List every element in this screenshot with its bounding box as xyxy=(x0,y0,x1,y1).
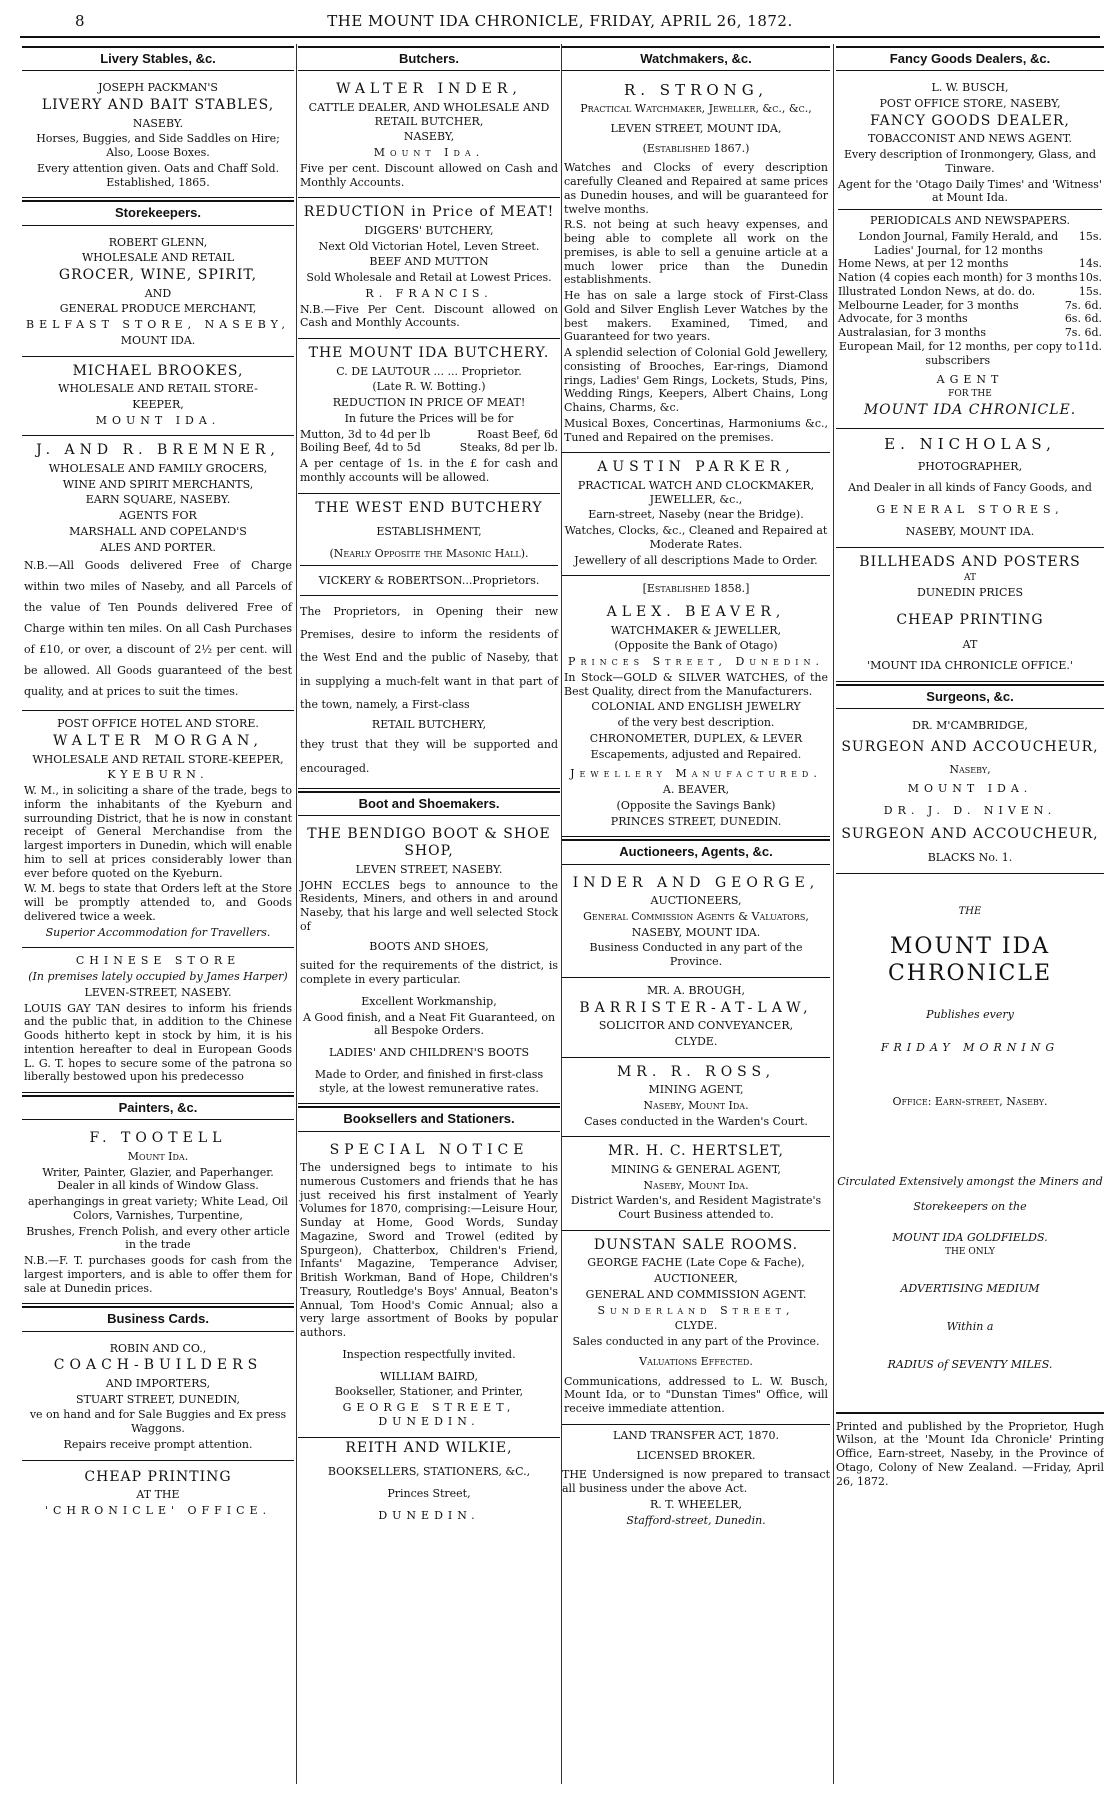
column-rule xyxy=(833,44,834,1784)
ad-body: Agent for the 'Otago Daily Times' and 'Witness' at Mount Ida. xyxy=(838,177,1102,205)
ad-body: suited for the requirements of the district, is complete in every particular. xyxy=(300,959,558,987)
ad-title: ALEX. BEAVER, xyxy=(606,604,786,620)
ad-line: STUART STREET, DUNEDIN, xyxy=(76,1392,240,1406)
ad-ross xyxy=(562,1058,830,1138)
ad-line: Within a xyxy=(946,1320,994,1334)
ad-title: THE BENDIGO BOOT & SHOE SHOP, xyxy=(307,825,551,860)
ad-title: LIVERY AND BAIT STABLES, xyxy=(41,97,275,113)
ad-title: R. STRONG, xyxy=(623,81,769,100)
ad-line: THE ONLY xyxy=(945,1247,995,1258)
ad-line: COLONIAL AND ENGLISH JEWELRY xyxy=(591,700,801,714)
price-row xyxy=(838,326,1102,340)
ad-line: (Nearly Opposite the Masonic Hall). xyxy=(329,546,529,560)
ad-body: A splendid selection of Colonial Gold Jewellery, consisting of Brooches, Ear-rings, Diamond rings, Ladies' Gem Rings, Lockets, Studs, Pins, Wedding Rings, Keepers, Albert Chains, Long Chains, Charms, &c. xyxy=(564,346,828,414)
ad-line: POST OFFICE STORE, NASEBY, xyxy=(879,97,1061,110)
ad-line: (Opposite the Savings Bank) xyxy=(616,798,776,812)
ad-line: NASEBY, MOUNT IDA. xyxy=(631,925,761,939)
ad-title: SURGEON AND ACCOUCHEUR, xyxy=(841,739,1099,755)
column-1 xyxy=(22,44,294,1784)
ad-line: FRIDAY MORNING xyxy=(880,1041,1060,1055)
ad-reith xyxy=(298,1440,560,1523)
ad-name: ROBIN AND CO., xyxy=(109,1341,207,1355)
ad-line: PRINCES STREET, DUNEDIN. xyxy=(610,814,782,828)
ad-title: SURGEON AND ACCOUCHEUR, xyxy=(841,825,1099,842)
ad-line: GENERAL STORES, xyxy=(876,503,1064,516)
ad-line: 'CHRONICLE' OFFICE. xyxy=(44,1503,272,1517)
ad-glenn xyxy=(22,230,294,357)
price-row xyxy=(838,257,1102,271)
ad-title: WALTER MORGAN, xyxy=(53,733,263,750)
ad-body: Musical Boxes, Concertinas, Harmoniums &c., Tuned and Repaired on the premises. xyxy=(564,416,828,444)
ad-line: Inspection respectfully invited. xyxy=(342,1347,516,1361)
ad-title: THE WEST END BUTCHERY xyxy=(315,499,543,516)
ad-line: MARSHALL AND COPELAND'S xyxy=(69,524,247,538)
ad-line: Excellent Workmanship, xyxy=(361,994,497,1008)
ad-cheap-printing xyxy=(22,1461,294,1518)
ad-line: AUCTIONEER, xyxy=(654,1272,738,1285)
ad-line: DIGGERS' BUTCHERY, xyxy=(364,223,494,237)
ad-line: CATTLE DEALER, AND WHOLESALE AND RETAIL BUTCHER, xyxy=(308,100,550,128)
ad-fache xyxy=(562,1231,830,1425)
ad-line: BOOKSELLERS, STATIONERS, &C., xyxy=(327,1465,531,1479)
ad-line: (Late R. W. Botting.) xyxy=(372,380,486,394)
ad-line: LICENSED BROKER. xyxy=(636,1448,756,1462)
ad-morgan xyxy=(22,711,294,948)
ad-name: JOSEPH PACKMAN'S xyxy=(98,81,218,95)
ad-tootell xyxy=(22,1124,294,1304)
ad-line: BELFAST STORE, NASEBY, xyxy=(26,318,290,331)
ad-hertslet xyxy=(562,1137,830,1231)
ad-title: MR. H. C. HERTSLET, xyxy=(608,1143,784,1160)
section-heading: Surgeons, &c. xyxy=(836,684,1104,709)
price-row xyxy=(838,299,1102,313)
ad-line: WHOLESALE AND RETAIL STORE-KEEPER, xyxy=(32,752,284,766)
ad-title: REDUCTION in Price of MEAT! xyxy=(303,204,555,221)
ad-line: RETAIL BUTCHERY, xyxy=(371,717,487,731)
ad-note: Superior Accommodation for Travellers. xyxy=(45,925,271,939)
price-value: 7s. 6d. xyxy=(1064,298,1102,312)
section-heading: Storekeepers. xyxy=(22,200,294,225)
ad-bremner xyxy=(22,436,294,711)
ad-body: The undersigned begs to intimate to his numerous Customers and friends that he has just received his first instalment of Yearly Volumes for 1870, comprising:—Leisure Hour, Sunday at Home, Good Words, Sunday Magazine, Sword and Trowel (edited by Spurgeon), Chatterbox, Children's Friend, Infants' Magazine, Temperance Adviser, British Workman, Band of Hope, Children's Treasury, Routledge's Boys' Annual, Beaton's Annual, Tom Hood's Comic Annual; also a very large assortment of Books by popular authors. xyxy=(300,1161,558,1340)
ad-line: Naseby, Mount Ida. xyxy=(643,1178,749,1192)
ad-body: Watches, Clocks, &c., Cleaned and Repaired at Moderate Rates. xyxy=(564,524,828,551)
ad-line: R. T. WHEELER, xyxy=(649,1497,743,1511)
ad-line: ADVERTISING MEDIUM xyxy=(900,1282,1040,1296)
ad-body: Repairs receive prompt attention. xyxy=(63,1437,253,1451)
ad-line: Next Old Victorian Hotel, Leven Street. xyxy=(318,239,540,253)
ad-line: Bookseller, Stationer, and Printer, xyxy=(334,1385,524,1399)
ad-line: AT xyxy=(963,573,976,583)
ad-line: Mount Ida. xyxy=(127,1149,189,1163)
ad-line: AGENTS FOR xyxy=(119,509,197,522)
ad-title: CHEAP PRINTING xyxy=(896,612,1044,628)
ad-line: GENERAL AND COMMISSION AGENT. xyxy=(585,1287,807,1301)
price-value: 7s. 6d. xyxy=(1064,326,1102,339)
ad-line: AT xyxy=(962,637,978,651)
ad-heading: POST OFFICE HOTEL AND STORE. xyxy=(57,717,259,731)
ad-line: PERIODICALS AND NEWSPAPERS. xyxy=(869,214,1070,227)
section-heading: Painters, &c. xyxy=(22,1095,294,1120)
ad-title: F. TOOTELL xyxy=(89,1130,227,1147)
ad-title: DUNSTAN SALE ROOMS. xyxy=(593,1236,799,1253)
ad-title: SPECIAL NOTICE xyxy=(329,1141,529,1158)
ad-line: (Opposite the Bank of Otago) xyxy=(614,639,778,653)
ad-body: N.B.—Five Per Cent. Discount allowed on Cash and Monthly Accounts. xyxy=(300,302,558,330)
ad-line: Publishes every xyxy=(926,1007,1014,1021)
ad-line: ESTABLISHMENT, xyxy=(376,525,482,538)
ad-body: Communications, addressed to L. W. Busch, Mount Ida, or to "Dunstan Times" Office, will receive immediate attention. xyxy=(564,1374,828,1415)
ad-line: GEORGE STREET, DUNEDIN. xyxy=(342,1401,516,1428)
ad-line: of the very best description. xyxy=(617,716,775,729)
ad-body: ve on hand and for Sale Buggies and Ex press Waggons. xyxy=(29,1408,287,1436)
price-item: European Mail, for 12 months, per copy to subscribers xyxy=(838,339,1077,367)
price-item: Steaks, 8d per lb. xyxy=(459,441,558,455)
ad-line: MINING & GENERAL AGENT, xyxy=(611,1162,781,1176)
price-item: Roast Beef, 6d xyxy=(477,427,558,441)
price-item: Melbourne Leader, for 3 months xyxy=(838,298,1019,312)
section-heading: Livery Stables, &c. xyxy=(22,46,294,71)
ad-title: E. NICHOLAS, xyxy=(884,434,1056,453)
ad-line: AND xyxy=(144,286,172,300)
ad-name: DR. J. D. NIVEN. xyxy=(883,804,1057,817)
ad-body: Sales conducted in any part of the Province. xyxy=(572,1335,820,1348)
ad-line: CLYDE. xyxy=(674,1034,718,1048)
ad-name: ROBERT GLENN, xyxy=(108,235,208,249)
ad-body: Horses, Buggies, and Side Saddles on Hire; Also, Loose Boxes. xyxy=(36,132,280,159)
price-row xyxy=(300,428,558,442)
section-heading: Fancy Goods Dealers, &c. xyxy=(836,46,1104,71)
section-heading: Auctioneers, Agents, &c. xyxy=(562,839,830,864)
ad-line: (In premises lately occupied by James Harper) xyxy=(28,970,288,984)
ad-brough xyxy=(562,978,830,1058)
ad-title: MR. R. ROSS, xyxy=(616,1063,776,1080)
ad-name: L. W. BUSCH, xyxy=(931,81,1009,95)
ad-surgeons xyxy=(836,713,1104,874)
ad-wheeler xyxy=(562,1429,830,1528)
page-number: 8 xyxy=(75,12,85,30)
ad-title: WALTER INDER, xyxy=(336,81,522,98)
ad-body: N.B.—F. T. purchases goods for cash from the largest importers, and is able to offer them for sale at Dunedin prices. xyxy=(24,1254,292,1295)
ad-title: J. AND R. BREMNER, xyxy=(36,442,280,459)
ad-line: WHOLESALE AND FAMILY GROCERS, xyxy=(48,461,268,475)
ad-line: AT THE xyxy=(136,1488,180,1502)
price-row xyxy=(838,230,1102,258)
ad-line: EARN SQUARE, NASEBY. xyxy=(85,493,231,507)
ad-heading: CHINESE STORE xyxy=(75,954,241,968)
ad-inder-george xyxy=(562,869,830,978)
ad-line: REDUCTION IN PRICE OF MEAT! xyxy=(332,396,526,409)
ad-line: VICKERY & ROBERTSON...Proprietors. xyxy=(318,573,540,587)
ad-line: MINING AGENT, xyxy=(648,1083,744,1096)
ad-title: COACH-BUILDERS xyxy=(53,1357,263,1374)
ad-line: LEVEN STREET, MOUNT IDA, xyxy=(610,121,782,135)
ad-parker xyxy=(562,453,830,576)
price-value: 6s. 6d. xyxy=(1064,312,1102,326)
ad-line: PRACTICAL WATCH AND CLOCKMAKER, JEWELLER, &c., xyxy=(577,478,815,506)
ad-baird xyxy=(298,1136,560,1438)
ad-title: BARRISTER-AT-LAW, xyxy=(579,999,813,1016)
ad-body: Every description of Ironmongery, Glass, and Tinware. xyxy=(843,148,1097,175)
ad-title: THE MOUNT IDA BUTCHERY. xyxy=(308,345,550,361)
ad-line: Earn-street, Naseby (near the Bridge). xyxy=(588,508,804,522)
ad-mount-ida-butchery xyxy=(298,339,560,494)
price-row xyxy=(838,285,1102,299)
ad-body: Every attention given. Oats and Chaff Sold. Established, 1865. xyxy=(36,161,280,189)
ad-line: Princes Street, Dunedin. xyxy=(568,655,824,668)
ad-body: Watches and Clocks of every description carefully Cleaned and Repaired at same prices as Dunedin houses, and will be guaranteed for twelve months. xyxy=(564,161,828,216)
ad-name: GEORGE FACHE (Late Cope & Fache), xyxy=(587,1256,805,1270)
ad-line: SOLICITOR AND CONVEYANCER, xyxy=(598,1019,794,1032)
ad-line: Valuations Effected. xyxy=(639,1354,753,1368)
ad-line: DUNEDIN PRICES xyxy=(916,586,1024,600)
ad-line: Mount Ida. xyxy=(373,146,485,159)
ad-body: Cases conducted in the Warden's Court. xyxy=(584,1114,808,1128)
ad-line: MOUNT IDA. xyxy=(907,782,1033,796)
ad-packman xyxy=(22,75,294,198)
ad-body: Jewellery of all descriptions Made to Order. xyxy=(574,553,818,567)
ad-body: they trust that they will be supported and encouraged. xyxy=(300,738,558,775)
ad-line: PHOTOGRAPHER, xyxy=(917,459,1023,473)
ad-line: WILLIAM BAIRD, xyxy=(380,1369,478,1383)
ad-inder xyxy=(298,75,560,198)
ad-title: CHEAP PRINTING xyxy=(84,1468,232,1485)
ad-line: CLYDE. xyxy=(674,1319,718,1333)
section-heading: Butchers. xyxy=(298,46,560,71)
ad-line: WINE AND SPIRIT MERCHANTS, xyxy=(62,477,254,491)
price-value: 15s. xyxy=(1078,284,1102,298)
ad-body: aperhangings in great variety; White Lead, Oil Colors, Varnishes, Turpentine, xyxy=(28,1195,288,1222)
price-item: Illustrated London News, at do. do. xyxy=(838,284,1036,298)
ad-line: Jewellery Manufactured. xyxy=(570,767,822,781)
column-4 xyxy=(836,44,1104,1784)
newspaper-title: THE MOUNT IDA CHRONICLE, FRIDAY, APRIL 26, 1872. xyxy=(327,12,793,30)
price-item: Australasian, for 3 months xyxy=(838,326,987,339)
ad-line: Princes Street, xyxy=(387,1486,471,1500)
ad-line: WHOLESALE AND RETAIL STORE- xyxy=(58,382,258,395)
ad-line: Practical Watchmaker, Jeweller, &c., &c., xyxy=(580,102,812,115)
ad-body: And Dealer in all kinds of Fancy Goods, and xyxy=(848,481,1092,495)
ad-line: AGENT xyxy=(936,373,1004,387)
ad-body: He has on sale a large stock of First-Class Gold and Silver English Lever Watches by the best makers. Examined, Timed, and Guaranteed for two years. xyxy=(564,289,828,344)
ad-line: Escapements, adjusted and Repaired. xyxy=(590,747,802,761)
ad-line: R. FRANCIS. xyxy=(365,286,493,300)
ad-body: A per centage of 1s. in the £ for cash and monthly accounts will be allowed. xyxy=(300,457,558,484)
ad-line: GENERAL PRODUCE MERCHANT, xyxy=(59,302,257,316)
ad-line: FOR THE xyxy=(948,389,992,399)
price-item: London Journal, Family Herald, and Ladies' Journal, for 12 months xyxy=(858,229,1059,257)
ad-line: Naseby, Mount Ida. xyxy=(643,1098,749,1112)
ad-body: In Stock—GOLD & SILVER WATCHES, of the Best Quality, direct from the Manufacturers. xyxy=(564,670,828,698)
ad-body: Five per cent. Discount allowed on Cash and Monthly Accounts. xyxy=(300,161,558,189)
ad-line: (Established 1867.) xyxy=(642,141,750,155)
ad-line: NASEBY, xyxy=(403,130,455,144)
ad-line: AUCTIONEERS, xyxy=(650,894,742,907)
price-value: 15s. xyxy=(1078,229,1102,243)
column-rule xyxy=(296,44,297,1784)
column-3 xyxy=(562,44,830,1784)
ad-title: GROCER, WINE, SPIRIT, xyxy=(58,267,258,283)
section-heading: Boot and Shoemakers. xyxy=(298,791,560,816)
ad-title: FANCY GOODS DEALER, xyxy=(870,112,1070,129)
ad-line: THE xyxy=(958,906,982,917)
ad-line: MOUNT IDA. xyxy=(95,413,221,427)
price-value: 10s. xyxy=(1078,271,1102,284)
ad-line: BOOTS AND SHOES, xyxy=(369,939,489,953)
ad-title: BILLHEADS AND POSTERS xyxy=(859,553,1081,570)
ad-chronicle xyxy=(836,874,1104,1372)
ad-line: Naseby, xyxy=(949,762,991,776)
ad-line: General Commission Agents & Valuators, xyxy=(583,909,809,923)
price-row xyxy=(300,441,558,455)
ad-line: A. BEAVER, xyxy=(662,783,730,796)
ad-brookes xyxy=(22,357,294,437)
ad-title: REITH AND WILKIE, xyxy=(345,1439,513,1456)
price-value: 11d. xyxy=(1077,339,1102,353)
ad-line: LAND TRANSFER ACT, 1870. xyxy=(613,1428,779,1442)
ad-line: C. DE LAUTOUR ... ... Proprietor. xyxy=(336,364,522,378)
ad-line: BLACKS No. 1. xyxy=(927,851,1013,865)
ad-line: ALES AND PORTER. xyxy=(100,540,216,554)
ad-title: MOUNT IDA CHRONICLE. xyxy=(863,402,1077,419)
ad-body: R.S. not being at such heavy expenses, and being able to complete all work on the premises, is able to sell a genuine article at a much lower price than the Dunedin establishments. xyxy=(564,218,828,287)
ad-busch xyxy=(836,75,1104,429)
ad-line: DUNEDIN. xyxy=(378,1508,480,1522)
ad-line: TOBACCONIST AND NEWS AGENT. xyxy=(867,132,1073,146)
ad-billheads xyxy=(836,548,1104,683)
ad-line: AND IMPORTERS, xyxy=(105,1376,211,1390)
ad-line: 'MOUNT IDA CHRONICLE OFFICE.' xyxy=(867,659,1073,673)
ad-line: MOUNT IDA. xyxy=(120,333,196,347)
ad-title: MICHAEL BROOKES, xyxy=(72,362,244,379)
ad-francis xyxy=(298,198,560,339)
ad-line: LEVEN STREET, NASEBY. xyxy=(355,862,503,876)
section-heading: Business Cards. xyxy=(22,1306,294,1331)
ad-line: NASEBY, MOUNT IDA. xyxy=(905,524,1035,538)
imprint: Printed and published by the Proprietor, Hugh Wilson, at the 'Mount Ida Chronicle' Printing Office, Earn-street, Naseby, in the Province of Otago, Colony of New Zealand. —Friday, April 26, 1872. xyxy=(836,1412,1104,1489)
price-item: Boiling Beef, 4d to 5d xyxy=(300,441,421,455)
ad-bendigo xyxy=(298,820,560,1105)
price-item: Home News, at per 12 months xyxy=(838,257,1009,271)
price-row xyxy=(838,340,1102,368)
ad-body: Made to Order, and finished in first-class style, at the lowest remunerative rates. xyxy=(314,1067,544,1095)
masthead xyxy=(20,8,1100,38)
ad-body: The Proprietors, in Opening their new Premises, desire to inform the residents of the West End and the public of Naseby, that in supplying a much-felt want in that part of the town, namely, a First-class xyxy=(300,605,558,711)
ad-line: WHOLESALE AND RETAIL xyxy=(81,251,235,265)
ad-line: MOUNT IDA GOLDFIELDS. xyxy=(892,1231,1048,1245)
ad-body: N.B.—All Goods delivered Free of Charge within two miles of Naseby, and all Parcels of the value of Ten Pounds delivered Free of Charge within ten miles. On all Cash Purchases of £10, or over, a discount of 2½ per cent. will be allowed. All Goods guaranteed of the best quality, and at prices to suit the times. xyxy=(24,559,292,698)
price-row xyxy=(838,271,1102,285)
ad-body: Brushes, French Polish, and every other article in the trade xyxy=(26,1224,290,1252)
ad-line: Sunderland Street, xyxy=(597,1303,795,1317)
ad-line: In future the Prices will be for xyxy=(344,411,514,425)
ad-robin xyxy=(22,1336,294,1461)
ad-line: Stafford-street, Dunedin. xyxy=(626,1513,766,1527)
ad-name: DR. M'CAMBRIDGE, xyxy=(912,719,1028,733)
ad-body: Circulated Extensively amongst the Miners and Storekeepers on the xyxy=(837,1174,1103,1214)
ad-title: AUSTIN PARKER, xyxy=(597,459,795,476)
ad-line: Office: Earn-street, Naseby. xyxy=(892,1095,1048,1108)
ad-line: CHRONOMETER, DUPLEX, & LEVER xyxy=(589,731,803,745)
ad-body: W. M., in soliciting a share of the trade, begs to inform the inhabitants of the Kyeburn and surrounding District, that he is now in constant receipt of General Merchandise from the largest importers in Dunedin, which will enable him to sell at prices considerably lower than ever before quoted on the Kyeburn. xyxy=(24,784,292,880)
ad-line: NASEBY. xyxy=(132,116,184,130)
ad-body: Sold Wholesale and Retail at Lowest Prices. xyxy=(306,271,552,284)
ad-name: MR. A. BROUGH, xyxy=(646,983,745,997)
ad-line: KEEPER, xyxy=(132,397,184,411)
ad-body: LOUIS GAY TAN desires to inform his friends and the public that, in addition to the Chinese Goods hitherto kept in stock by him, it is his intention hereafter to deal in European Goods L. G. T. hopes to secure some of the patrona so liberally bestowed upon his predecesso xyxy=(24,1001,292,1084)
price-row xyxy=(838,312,1102,326)
ad-body: Writer, Painter, Glazier, and Paperhanger. Dealer in all kinds of Window Glass. xyxy=(42,1165,274,1193)
section-heading: Watchmakers, &c. xyxy=(562,46,830,71)
ad-strong xyxy=(562,75,830,453)
ad-line: LADIES' AND CHILDREN'S BOOTS xyxy=(328,1046,530,1060)
ad-line: WATCHMAKER & JEWELLER, xyxy=(610,623,782,637)
price-item: Mutton, 3d to 4d per lb xyxy=(300,427,431,441)
ad-chinese-store xyxy=(22,948,294,1093)
section-heading: Booksellers and Stationers. xyxy=(298,1106,560,1131)
ad-body: Business Conducted in any part of the Province. xyxy=(589,941,803,968)
ad-body: JOHN ECCLES begs to announce to the Residents, Miners, and others in and around Naseby, that his large and well selected Stock of xyxy=(300,878,558,933)
ad-line: [Established 1858.] xyxy=(642,582,750,596)
ad-body: W. M. begs to state that Orders left at the Store will be promptly attended to, and Goods delivered twice a week. xyxy=(24,882,292,923)
ad-body: THE Undersigned is now prepared to transact all business under the above Act. xyxy=(562,1468,830,1495)
column-2 xyxy=(298,44,560,1784)
ad-west-end-butchery xyxy=(298,494,560,789)
ad-body: A Good finish, and a Neat Fit Guaranteed, on all Bespoke Orders. xyxy=(302,1010,556,1038)
ad-line: RADIUS of SEVENTY MILES. xyxy=(887,1357,1053,1371)
chronicle-masthead: MOUNT IDA CHRONICLE xyxy=(887,933,1053,986)
ad-line: BEEF AND MUTTON xyxy=(369,255,489,269)
ad-line: LEVEN-STREET, NASEBY. xyxy=(84,985,232,999)
ad-beaver xyxy=(562,576,830,837)
ad-title: INDER AND GEORGE, xyxy=(572,874,820,891)
price-item: Advocate, for 3 months xyxy=(838,312,968,326)
price-value: 14s. xyxy=(1078,257,1102,271)
price-item: Nation (4 copies each month) for 3 months xyxy=(838,271,1078,284)
ad-body: District Warden's, and Resident Magistrate's Court Business attended to. xyxy=(570,1194,822,1221)
ad-nicholas xyxy=(836,429,1104,548)
ad-line: KYEBURN. xyxy=(107,768,209,782)
